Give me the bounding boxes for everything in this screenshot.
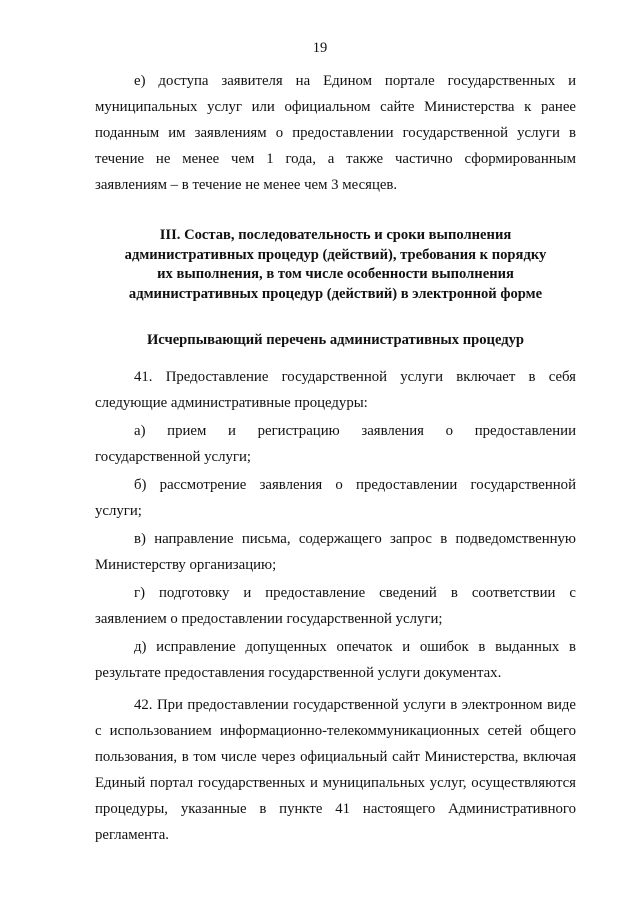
list-item-v: в) направление письма, содержащего запрос в подведомственную Министерству организацию; <box>95 531 576 573</box>
section-heading <box>95 226 576 304</box>
section-heading-line: административных процедур (действий) в электронной форме <box>128 285 543 302</box>
subsection-heading: Исчерпывающий перечень административных процедур <box>146 332 525 348</box>
section-heading-line: III. Состав, последовательность и сроки выполнения <box>159 227 512 243</box>
paragraph-42: 42. При предоставлении государственной услуги в электронном виде с использованием информационно-телекоммуникационных сетей общего пользования, в том числе через официальный сайт Министерства, включая Единый портал государственных и муниципальных услуг, осуществляются процедуры, указанные в пункте 41 настоящего Административного регламента. <box>95 697 576 843</box>
section-heading-line: их выполнения, в том числе особенности выполнения <box>157 266 514 282</box>
paragraph-e: е) доступа заявителя на Едином портале государственных и муниципальных услуг или официальном сайте Министерства к ранее поданным им заявлениям о предоставлении государственной услуги в течение не менее чем 1 года, а также частично сформированным заявлениям – в течение не менее чем 3 месяцев. <box>95 73 576 193</box>
list-item-a: а) прием и регистрацию заявления о предоставлении государственной услуги; <box>95 423 576 465</box>
list-item-g: г) подготовку и предоставление сведений в соответствии с заявлением о предоставлении государственной услуги; <box>95 585 576 627</box>
page-number: 19 <box>312 40 328 56</box>
list-item-b: б) рассмотрение заявления о предоставлении государственной услуги; <box>95 477 576 519</box>
document-body <box>95 68 576 848</box>
section-heading-line: административных процедур (действий), требования к порядку <box>124 246 547 263</box>
paragraph-41: 41. Предоставление государственной услуги включает в себя следующие административные процедуры: <box>95 369 576 411</box>
list-item-d: д) исправление допущенных опечаток и ошибок в выданных в результате предоставления государственной услуги документах. <box>95 639 576 681</box>
